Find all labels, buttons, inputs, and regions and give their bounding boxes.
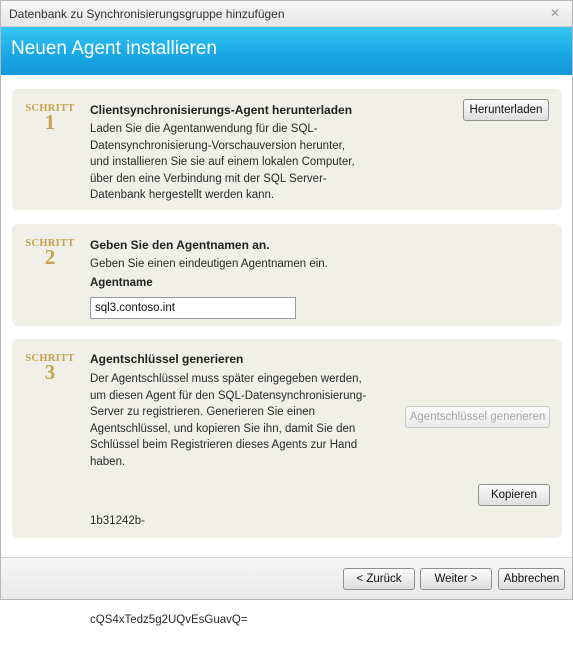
download-button[interactable]: Herunterladen — [463, 99, 549, 121]
step-1-line: Laden Sie die Agentanwendung für die SQL- — [90, 123, 318, 135]
step-2-title: Geben Sie den Agentnamen an. — [90, 238, 270, 252]
step-3-line: Agentschlüssel, und kopieren Sie ihn, damit Sie den — [90, 422, 356, 435]
title-bar[interactable] — [1, 1, 572, 27]
dialog-footer — [1, 557, 572, 599]
step-2-description: Geben Sie einen eindeutigen Agentnamen ein. — [90, 258, 328, 270]
step-2-badge — [12, 238, 88, 269]
cancel-button[interactable]: Abbrechen — [498, 568, 565, 590]
step-3-line: Schlüssel beim Registrieren dieses Agents zur Hand — [90, 439, 358, 451]
step-2-number: 2 — [44, 245, 56, 269]
step-3-description — [90, 371, 366, 470]
step-1-number: 1 — [44, 110, 56, 134]
step-1-title: Clientsynchronisierungs-Agent herunterladen — [90, 103, 353, 117]
step-3-number: 3 — [44, 360, 56, 384]
step-1-word: SCHRITT — [25, 103, 75, 114]
window-title: Datenbank zu Synchronisierungsgruppe hinzufügen — [9, 7, 285, 21]
step-3-word: SCHRITT — [25, 353, 75, 364]
step-3-title: Agentschlüssel generieren — [90, 352, 244, 366]
step-1-panel — [12, 89, 562, 210]
agent-name-label: Agentname — [90, 277, 153, 289]
generate-key-button[interactable]: Agentschlüssel generieren — [405, 406, 550, 428]
step-3-line: um diesen Agent für den SQL-Datensynchronisierung- — [90, 389, 367, 402]
step-3-line: Server zu registrieren. Generieren Sie einen — [90, 406, 316, 418]
agent-name-input[interactable] — [90, 297, 296, 319]
agent-key-line: cQS4xTedz5g2UQvEsGuavQ= — [90, 614, 248, 626]
step-1-description — [90, 121, 355, 204]
page-title: Neuen Agent installieren — [11, 38, 217, 59]
step-1-line: und installieren Sie sie auf einem lokalen Computer, — [90, 156, 355, 168]
next-button[interactable]: Weiter > — [420, 568, 492, 590]
page-header — [1, 27, 572, 75]
agent-key-line: 1b31242b- — [90, 515, 145, 527]
step-2-panel — [12, 224, 562, 326]
step-3-badge — [12, 353, 88, 384]
step-1-line: über den eine Verbindung mit der SQL Server- — [90, 172, 327, 185]
close-icon[interactable]: ✕ — [549, 6, 561, 20]
step-2-word: SCHRITT — [25, 238, 75, 249]
step-3-line: haben. — [90, 455, 126, 468]
step-1-line: Datensynchronisierung-Vorschauversion herunter, — [90, 139, 346, 152]
copy-button[interactable]: Kopieren — [478, 484, 550, 506]
back-button[interactable]: < Zurück — [343, 568, 415, 590]
step-1-line: Datenbank hergestellt werden kann. — [90, 189, 275, 201]
step-3-line: Der Agentschlüssel muss später eingegeben werden, — [90, 373, 362, 385]
step-1-badge — [12, 103, 88, 134]
